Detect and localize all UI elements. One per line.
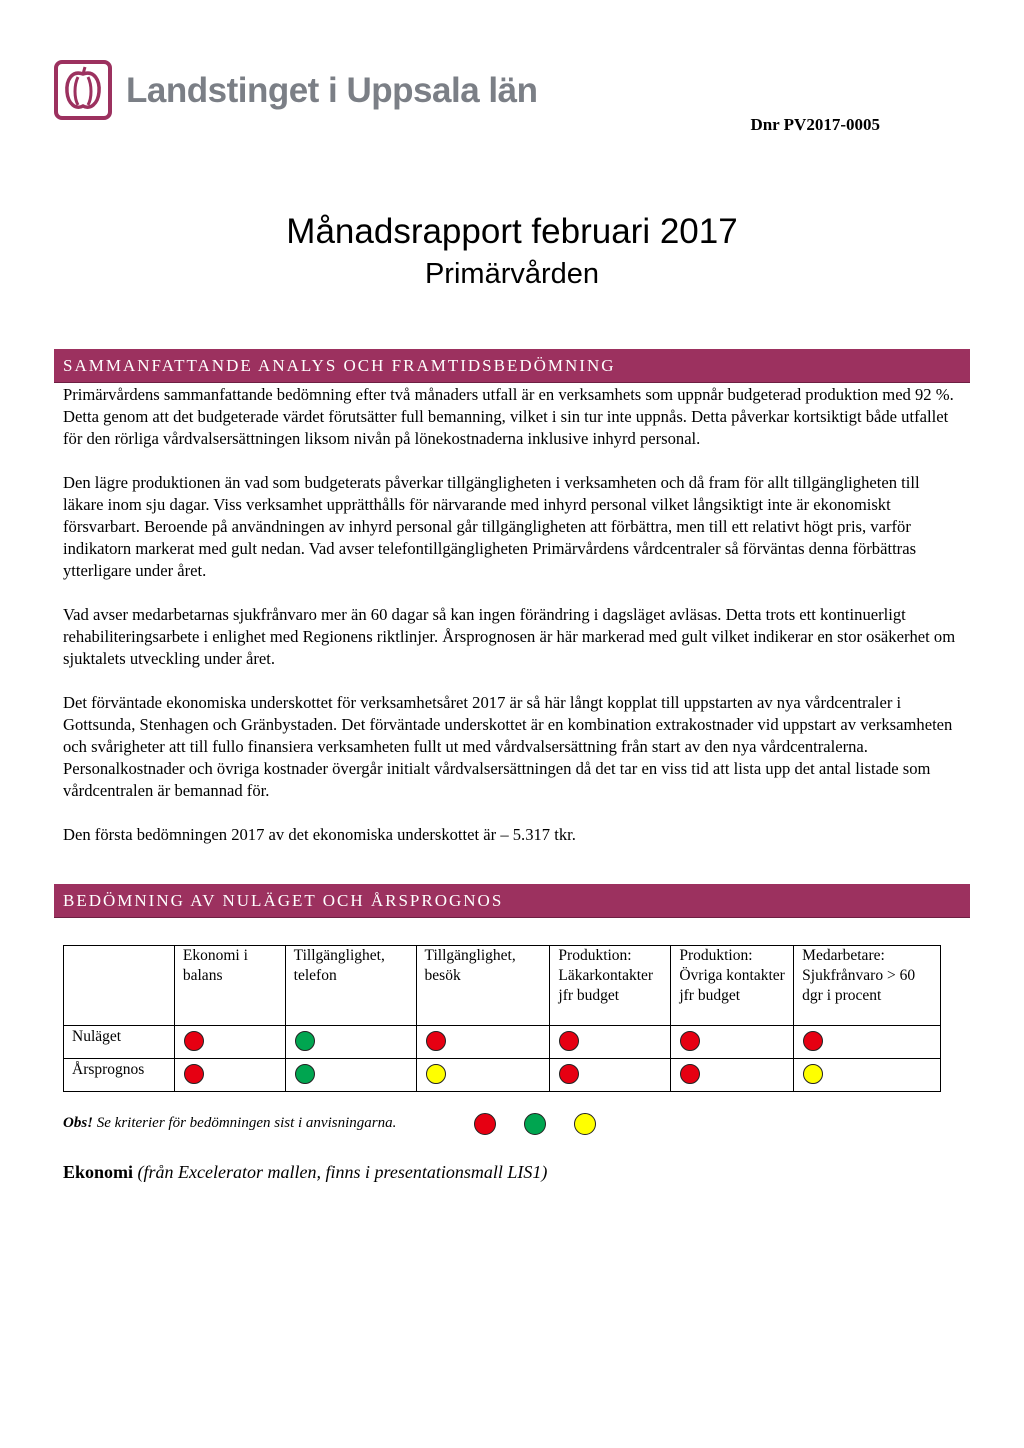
status-red-icon bbox=[184, 1031, 204, 1051]
landstinget-logo-icon bbox=[54, 60, 112, 120]
ekonomi-heading bbox=[63, 1161, 547, 1183]
status-cell bbox=[285, 1026, 416, 1059]
table-row bbox=[64, 1059, 941, 1092]
table-corner-cell bbox=[64, 946, 175, 1026]
paragraph: Den första bedömningen 2017 av det ekonomiska underskottet är – 5.317 tkr. bbox=[63, 825, 576, 844]
status-cell bbox=[794, 1059, 941, 1092]
status-cell bbox=[174, 1026, 285, 1059]
status-green-icon bbox=[295, 1031, 315, 1051]
status-cell bbox=[416, 1026, 550, 1059]
status-red-icon bbox=[559, 1064, 579, 1084]
obs-text: Se kriterier för bedömningen sist i anvisningarna. bbox=[93, 1115, 397, 1131]
column-header: Tillgänglighet, telefon bbox=[285, 946, 416, 1026]
status-red-icon bbox=[184, 1064, 204, 1084]
ekonomi-note: (från Excelerator mallen, finns i presentationsmall LIS1) bbox=[133, 1162, 548, 1182]
paragraph: Primärvårdens sammanfattande bedömning efter två månaders utfall är en verksamhets som uppnår budgeterad produktion med 92 %. Detta genom att det budgeterade värdet förutsätter full bemanning, vilket i sin tur inte uppnås. Detta påverkar kortsiktigt både utfallet för den rörliga vårdvalsersättningen liksom nivån på lönekostnaderna inklusive inhyrd personal. bbox=[63, 385, 954, 448]
column-header: Medarbetare: Sjukfrånvaro > 60 dgr i procent bbox=[794, 946, 941, 1026]
row-label: Årsprognos bbox=[64, 1059, 175, 1092]
logo bbox=[54, 60, 537, 120]
status-green-icon bbox=[295, 1064, 315, 1084]
report-title: Månadsrapport februari 2017 bbox=[286, 212, 738, 251]
obs-note bbox=[63, 1113, 396, 1133]
table-row bbox=[64, 1026, 941, 1059]
column-header: Ekonomi i balans bbox=[174, 946, 285, 1026]
status-cell bbox=[794, 1026, 941, 1059]
legend-red-icon bbox=[474, 1113, 496, 1135]
paragraph: Det förväntade ekonomiska underskottet för verksamhetsåret 2017 är så här långt kopplat till uppstarten av nya vårdcentraler i Gottsunda, Stenhagen och Gränbystaden. Det förväntade underskottet är en kombination extrakostnader vid uppstart av verksamheten och svårigheter att till fullo finansiera verksamheten fullt ut med vårdvalsersättning från start av den nya vårdcentralerna. Personalkostnader och övriga kostnader övergår initialt vårdvalsersättningen då det tar en viss tid att lista upp det antal listade som vårdcentralen är bemannad för. bbox=[63, 693, 953, 800]
status-red-icon bbox=[680, 1064, 700, 1084]
status-yellow-icon bbox=[426, 1064, 446, 1084]
column-header: Produktion: Övriga kontakter jfr budget bbox=[671, 946, 794, 1026]
status-cell bbox=[550, 1059, 671, 1092]
legend-green-icon bbox=[524, 1113, 546, 1135]
status-legend bbox=[474, 1113, 624, 1135]
section-heading-analysis: SAMMANFATTANDE ANALYS OCH FRAMTIDSBEDÖMNING bbox=[54, 349, 970, 383]
status-cell bbox=[671, 1026, 794, 1059]
status-red-icon bbox=[803, 1031, 823, 1051]
status-red-icon bbox=[680, 1031, 700, 1051]
logo-text: Landstinget i Uppsala län bbox=[126, 70, 538, 110]
obs-label: Obs! bbox=[63, 1115, 94, 1131]
status-red-icon bbox=[426, 1031, 446, 1051]
status-cell bbox=[671, 1059, 794, 1092]
table-header-row bbox=[64, 946, 941, 1026]
paragraph: Den lägre produktionen än vad som budgeterats påverkar tillgängligheten i verksamheten och då fram för allt tillgängligheten till läkare inom sju dagar. Viss verksamhet upprätthålls för närvarande med inhyrd personal vilket långsiktigt inte är ekonomiskt försvarbart. Beroende på användningen av inhyrd personal går tillgängligheten att förbättra, men till ett relativt högt pris, varför indikatorn markerat med gult nedan. Vad avser telefontillgängligheten Primärvårdens vårdcentraler så förväntas denna förbättras ytterligare under året. bbox=[63, 473, 920, 580]
analysis-body bbox=[63, 384, 963, 868]
section-heading-assessment: BEDÖMNING AV NULÄGET OCH ÅRSPROGNOS bbox=[54, 884, 970, 918]
column-header: Produktion: Läkarkontakter jfr budget bbox=[550, 946, 671, 1026]
status-cell bbox=[550, 1026, 671, 1059]
column-header: Tillgänglighet, besök bbox=[416, 946, 550, 1026]
status-red-icon bbox=[559, 1031, 579, 1051]
assessment-table bbox=[63, 945, 941, 1092]
status-cell bbox=[174, 1059, 285, 1092]
report-subtitle: Primärvården bbox=[424, 258, 600, 290]
document-number: Dnr PV2017-0005 bbox=[750, 115, 880, 134]
status-yellow-icon bbox=[803, 1064, 823, 1084]
ekonomi-label: Ekonomi bbox=[63, 1162, 134, 1182]
status-cell bbox=[416, 1059, 550, 1092]
row-label: Nuläget bbox=[64, 1026, 175, 1059]
status-cell bbox=[285, 1059, 416, 1092]
paragraph: Vad avser medarbetarnas sjukfrånvaro mer än 60 dagar så kan ingen förändring i dagsläget avläsas. Detta trots ett kontinuerligt rehabiliteringsarbete i enlighet med Regionens riktlinjer. Årsprognosen är här markerad med gult vilket indikerar en stor osäkerhet om sjuktalets utveckling under året. bbox=[63, 605, 956, 668]
legend-yellow-icon bbox=[574, 1113, 596, 1135]
